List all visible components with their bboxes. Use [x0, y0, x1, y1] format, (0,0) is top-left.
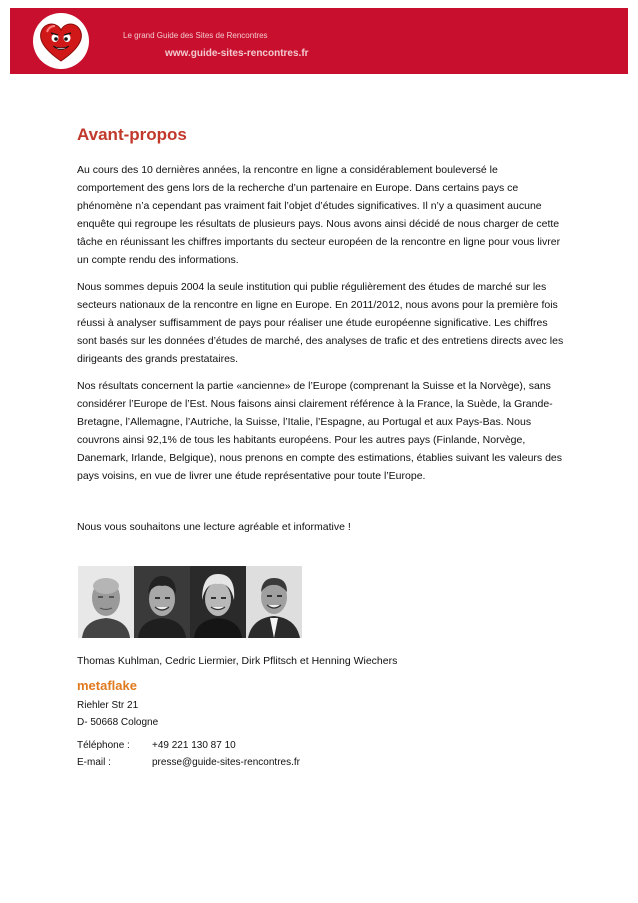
- address-city: D- 50668 Cologne: [77, 717, 159, 728]
- email-label: E-mail :: [77, 757, 111, 768]
- team-photos: [78, 566, 303, 638]
- paragraph-history: Nous sommes depuis 2004 la seule institution qui publie régulièrement des études de marché sur les secteurs nationaux de la rencontre en ligne en Europe. En 2011/2012, nous avons pour la première fois réussi à analyser suffisamment de pays pour réaliser une étude européenne significative. Les chiffres sont basés sur les données d’études de marché, des analyses de trafic et des entretiens directs avec les dirigeants des grands prestataires.: [77, 281, 564, 365]
- main-content: [77, 125, 565, 547]
- contact-details: [77, 737, 300, 771]
- page-header: [10, 8, 628, 74]
- address-street: Riehler Str 21: [77, 700, 139, 711]
- photo-henning-wiechers: [246, 566, 302, 638]
- heart-face-icon: [32, 12, 90, 70]
- authors-line: Thomas Kuhlman, Cedric Liermier, Dirk Pflitsch et Henning Wiechers: [77, 655, 398, 667]
- closing-line: Nous vous souhaitons une lecture agréable et informative !: [77, 521, 351, 533]
- postal-address: [77, 697, 158, 731]
- phone-label: Téléphone :: [77, 740, 130, 751]
- paragraph-results: Nos résultats concernent la partie «ancienne» de l’Europe (comprenant la Suisse et la Norvège), sans considérer l’Europe de l’Est. Nous faisons ainsi clairement référence à la France, la Suède, la Grande-Bretagne, l’Allemagne, l’Autriche, la Suisse, l’Italie, l’Espagne, au Portugal et aux Pays-Bas. Nous couvrons ainsi 92,1% de tous les habitants européens. Pour les autres pays (Finlande, Norvège, Danemark, Irlande, Belgique), nous prenons en compte des estimations, établies suivant les valeurs des pays voisins, en vue de livrer une étude représentative pour toute l’Europe.: [77, 380, 563, 482]
- photo-cedric-liermier: [134, 566, 190, 638]
- site-tagline: Le grand Guide des Sites de Rencontres: [123, 31, 268, 40]
- paragraph-intro: Au cours des 10 dernières années, la rencontre en ligne a considérablement bouleversé le comportement des gens lors de la recherche d’un partenaire en Europe. Dans certains pays ce phénomène n’a cependant pas vraiment fait l’objet d’études significatives. Il n’y a quasiment aucune enquête qui regroupe les résultats de plusieurs pays. Nous avons ainsi décidé de nous charger de cette tâche en réunissant les chiffres importants du secteur européen de la rencontre en ligne pour vous livrer un compte rendu des informations.: [77, 164, 561, 266]
- email-row: [77, 754, 300, 771]
- photo-thomas-kuhlman: [78, 566, 134, 638]
- company-name: metaflake: [77, 678, 137, 693]
- email-address[interactable]: presse@guide-sites-rencontres.fr: [152, 757, 300, 768]
- site-url[interactable]: www.guide-sites-rencontres.fr: [165, 48, 309, 59]
- phone-number[interactable]: +49 221 130 87 10: [152, 740, 236, 751]
- photo-dirk-pflitsch: [190, 566, 246, 638]
- phone-row: [77, 737, 300, 754]
- page-title: Avant-propos: [77, 125, 187, 144]
